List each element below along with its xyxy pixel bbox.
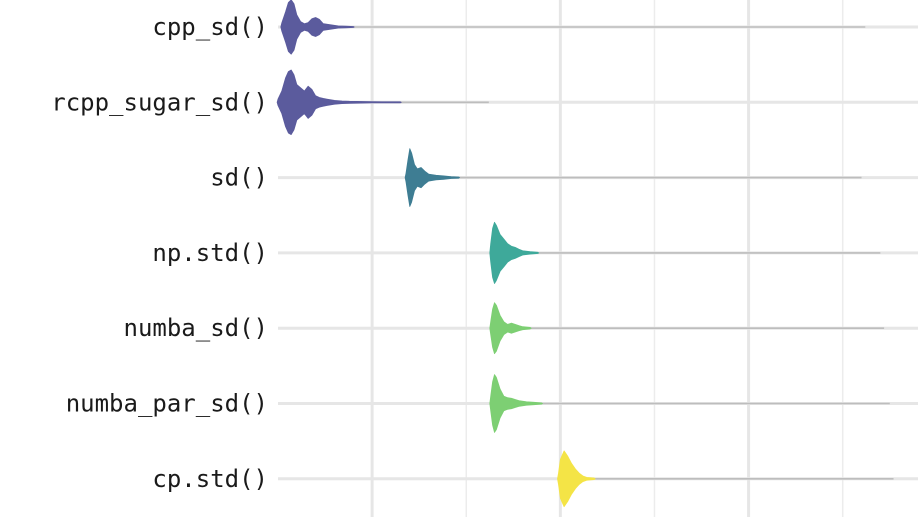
- violin-shape: [281, 0, 354, 54]
- violin-shape: [490, 375, 543, 433]
- y-tick-label: rcpp_sugar_sd(): [51, 88, 268, 117]
- y-tick-label: numba_par_sd(): [65, 389, 268, 418]
- y-tick-label: numba_sd(): [123, 314, 268, 343]
- violin-shape: [277, 70, 401, 135]
- grid: [278, 0, 918, 517]
- y-tick-label: cpp_sd(): [152, 13, 268, 41]
- violin-shape: [558, 451, 596, 507]
- violin-shape: [490, 303, 531, 354]
- violin-shape: [490, 222, 539, 283]
- y-tick-label: sd(): [210, 163, 268, 192]
- violin-shape: [405, 149, 460, 207]
- y-tick-label: np.std(): [152, 238, 268, 267]
- y-axis-labels: [51, 13, 268, 493]
- y-tick-label: cp.std(): [152, 464, 268, 493]
